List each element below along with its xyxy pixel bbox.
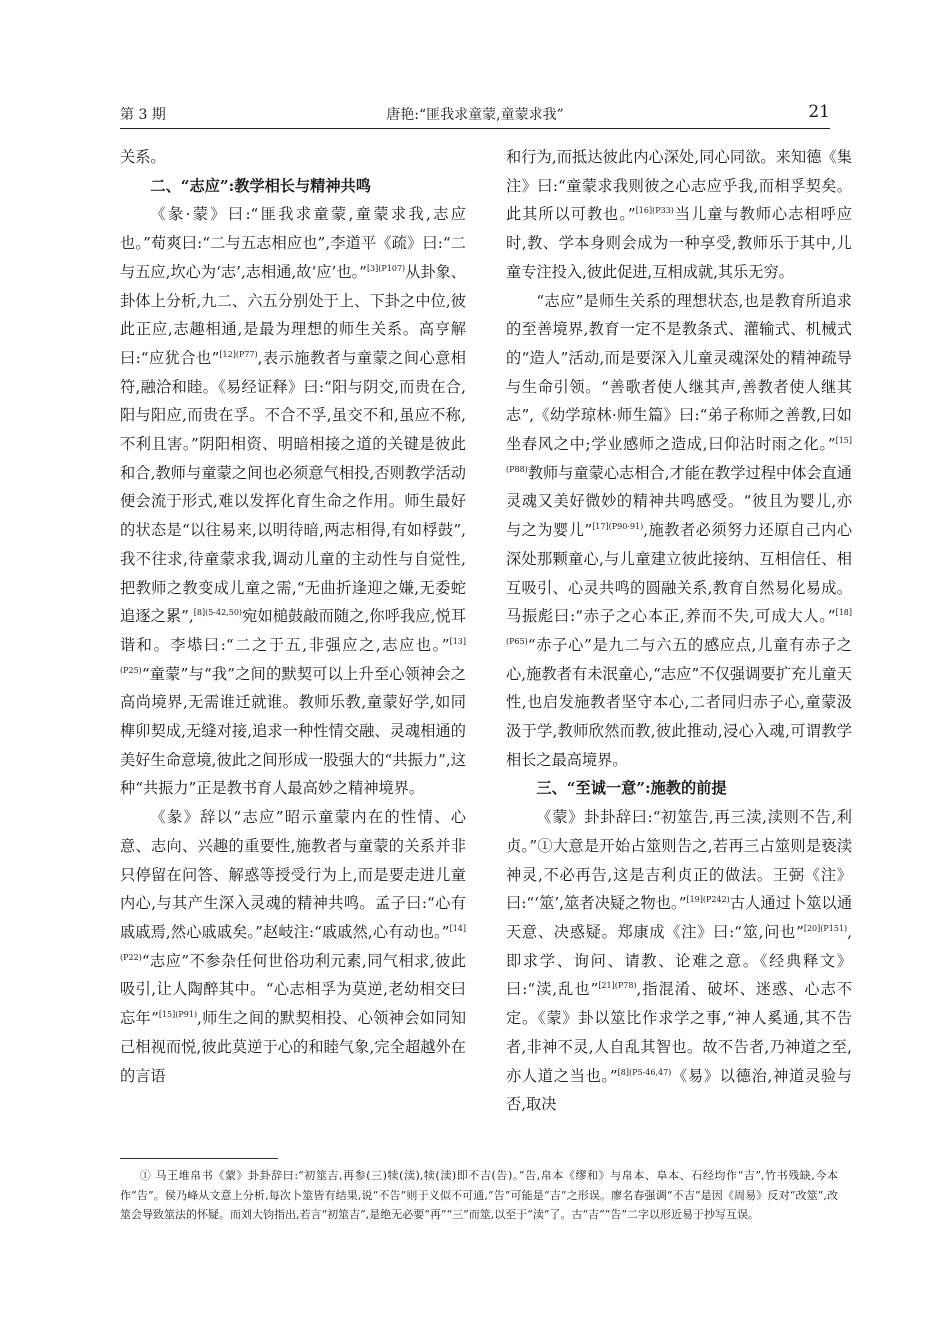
citation: [16](P33) xyxy=(635,206,674,216)
text-run: “志应”不参杂任何世俗功利元素,同气相求,彼此吸引,让人陶醉其中。“心志相孚为莫逆,老幼相交曰忘年” xyxy=(120,951,466,1028)
text-run: 当儿童与教师心志相呼应时,教、学本身则会成为一种享受,教师乐于其中,儿童专注投入,彼此促进,互相成就,其乐无穷。 xyxy=(506,205,852,281)
page-number: 21 xyxy=(808,102,830,122)
paragraph xyxy=(506,143,852,287)
citation: [8](P5-46,47) xyxy=(617,1067,672,1077)
section-heading: 三、“至诚一意”:施教的前提 xyxy=(536,779,727,798)
footnote-rule xyxy=(120,1158,278,1159)
text-run: 《蒙》卦卦辞曰:“初筮告,再三渎,渎则不告,利贞。”①大意是开始占筮则告之,若再三占筮则是亵渎神灵,不必再告,这是吉利贞正的做法。王弼《注》曰:“‘筮’,筮者决疑之物也。” xyxy=(506,808,852,913)
citation: [19](P242) xyxy=(686,895,730,905)
footnote: ① 马王堆帛书《蒙》卦卦辞曰:“初筮吉,再参(三)犊(渎),犊(渎)即不吉(告)。”告,帛本《缪和》与帛本、阜本、石经均作“吉”,竹书残缺,今本作“告”。侯乃峰从文意上分析,每次卜筮皆有结果,说“不告”则于义似不可通,“告”可能是“吉”之形误。廖名春强调“不吉”是因《周易》反对“改筮”,改筮会导致筮法的怀疑。而刘大钧指出,若言“初筮吉”,是绝无必要“再”“三”而筮,以至于“渎”了。古“吉”“告”二字以形近易于抄写互误。 xyxy=(120,1169,838,1221)
text-run: ,即求学、询问、请教、论难之意。《经典释文》曰:“渎,乱也” xyxy=(506,922,852,999)
text-run: ,师生之间的默契相投、心领神会如同知己相视而悦,彼此莫逆于心的和睦气象,完全超越外在的言语 xyxy=(120,1009,466,1085)
citation: [21](P78) xyxy=(598,981,637,991)
text-run: “志应”是师生关系的理想状态,也是教育所追求的至善境界,教育一定不是教条式、灌输式、机械式的“造人”活动,而是要深入儿童灵魂深处的精神疏导与生命引领。“善歌者使人继其声,善教者使人继其志”,《幼学琼林·师生篇》曰:“弟子称师之善教,曰如坐春风之中;学业感师之造成,曰仰沾时雨之化。” xyxy=(506,291,852,454)
paragraph xyxy=(506,287,852,775)
text-run: 和行为,而抵达彼此内心深处,同心同欲。来知德《集注》曰:“童蒙求我则彼之心志应乎我,而相孚契矣。此其所以可教也。” xyxy=(506,148,852,224)
text-run: 《彖》辞以“志应”昭示童蒙内在的性情、心意、志向、兴趣的重要性,施教者与童蒙的关系并非只停留在问答、解惑等授受行为上,而是要走进儿童内心,与其产生深入灵魂的精神共鸣。孟子曰:“心有戚戚焉,然心戚戚矣。”赵岐注:“戚戚然,心有动也。” xyxy=(120,808,466,941)
text-run: “赤子心”是九二与六五的感应点,儿童有赤子之心,施教者有未泯童心,“志应”不仅强调要扩充儿童天性,也启发施教者坚守本心,二者同归赤子心,童蒙汲汲于学,教师欣然而教,彼此推动,浸心入魂,可谓教学相长之最高境界。 xyxy=(506,635,852,769)
issue-number: 第 3 期 xyxy=(120,107,166,123)
text-run: 教师与童蒙心志相合,才能在教学过程中体会直通灵魂又美好微妙的精神共鸣感受。“彼且为婴儿,亦与之为婴儿” xyxy=(506,463,852,540)
text-run: 《彖·蒙》曰:“匪我求童蒙,童蒙求我,志应也。”荀爽曰:“二与五志相应也”,李道平《疏》曰:“二与五应,坎心为‘志’,志相通,故‘应’也。” xyxy=(120,205,466,281)
citation: [18](P65) xyxy=(506,608,852,646)
citation: [15](P91) xyxy=(158,1010,198,1020)
section-heading: 二、“志应”:教学相长与精神共鸣 xyxy=(150,176,371,195)
text-run: “童蒙”与“我”之间的默契可以上升至心领神会之高尚境界,无需谁迁就谁。教师乐教,童蒙好学,如同榫卯契成,无缝对接,追求一种性情交融、灵魂相通的美好生命意境,彼此之间形成一股强大的“共振力”,这种“共振力”正是教书育人最高妙之精神境界。 xyxy=(120,664,466,798)
citation: [15](P88) xyxy=(506,436,852,474)
citation: [14](P22) xyxy=(120,923,466,962)
citation: [12](P77) xyxy=(219,349,258,359)
text-run: ,表示施教者与童蒙之间心意相符,融洽和睦。《易经证释》曰:“阳与阴交,而贵在合,阳与阳应,而贵在孚。不合不孚,虽交不和,虽应不称,不利且害。”阴阳相资、明暗相接之道的关键是彼此和合,教师与童蒙之间也必须意气相投,否则教学活动便会流于形式,难以发挥化育生命之作用。师生最好的状态是“以往易来,以明待暗,两志相得,有如桴鼓”,我不往求,待童蒙求我,调动儿童的主动性与自觉性,把教师之教变成儿童之需,“无曲折逢迎之嫌,无委蛇追逐之累”, xyxy=(120,348,466,626)
text-run: 从卦象、卦体上分析,九二、六五分别处于上、下卦之中位,彼此正应,志趣相通,是最为理想的师生关系。高亨解曰:“应犹合也” xyxy=(120,262,466,367)
text-run: ,施教者必须努力还原自己内心深处那颗童心,与儿童建立彼此接纳、互相信任、相互吸引、心灵共鸣的圆融关系,教育自然易化易成。马振彪曰:“赤子之心本正,养而不失,可成大人。” xyxy=(506,521,852,626)
right-column xyxy=(506,143,852,1153)
paragraph xyxy=(120,803,466,1090)
text-run: ,指混淆、破坏、迷惑、心志不定。《蒙》卦以筮比作求学之事,“神人奚通,其不告者,非神不灵,人自乱其智也。故不告者,乃神道之至,亦人道之当也。” xyxy=(506,980,852,1085)
left-column xyxy=(120,143,466,1153)
paragraph: 关系。 xyxy=(120,148,166,166)
text-run: 古人通过卜筮以通天意、决惑疑。郑康成《注》曰:“筮,问也” xyxy=(506,894,852,941)
running-header xyxy=(120,104,830,126)
citation: [13](P25) xyxy=(120,636,466,675)
citation: [20](P151) xyxy=(803,923,848,933)
text-run: 《易》以德治,神道灵验与否,取决 xyxy=(506,1066,852,1114)
citation: [3](P107) xyxy=(366,263,406,273)
citation: [8](5-42,50) xyxy=(193,608,243,618)
running-title: 唐艳:“匪我求童蒙,童蒙求我” xyxy=(386,107,564,123)
citation: [17](P90-91) xyxy=(592,522,644,532)
header-rule xyxy=(120,128,830,129)
text-run: 宛如槌鼓敲而随之,你呼我应,悦耳谐和。李塨曰:“二之于五,非强应之,志应也。” xyxy=(120,607,466,654)
paragraph xyxy=(506,803,852,1119)
paragraph xyxy=(120,200,466,803)
